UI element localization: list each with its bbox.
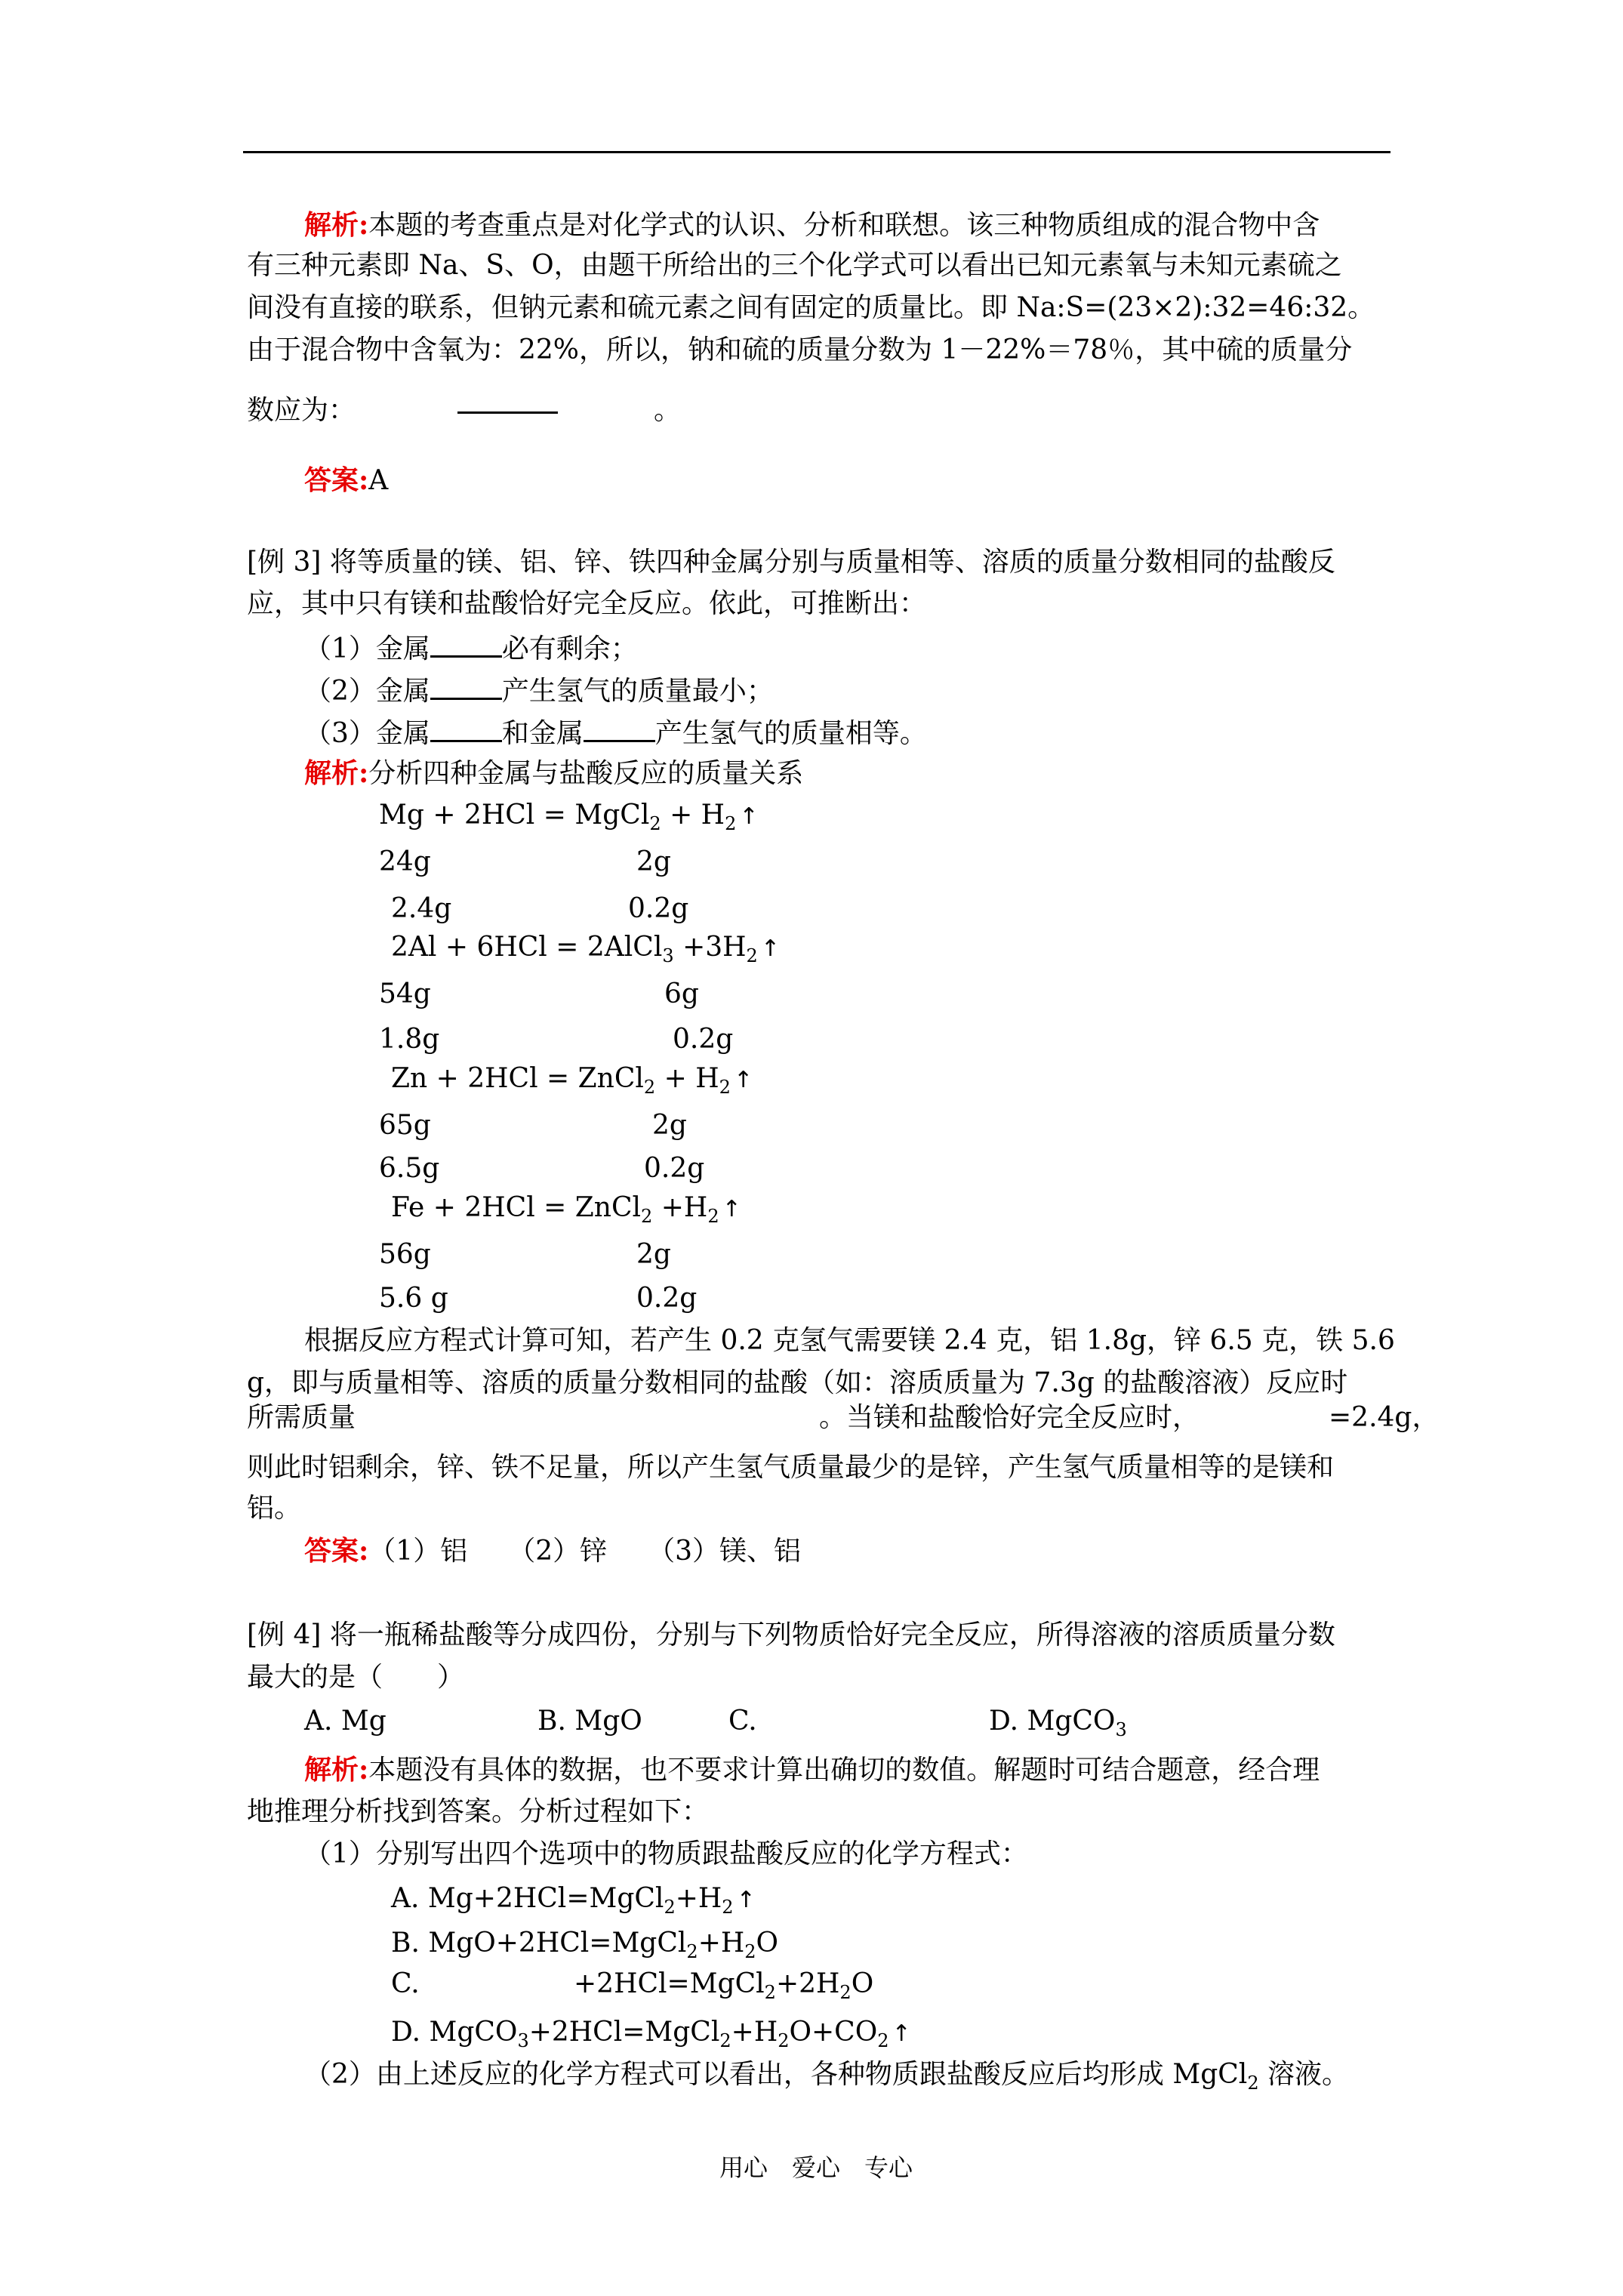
equation-al: 2Al + 6HCl = 2AlCl$_3$ $+3H_2$ ↑ bbox=[391, 932, 780, 966]
up-arrow-icon: ↑ bbox=[736, 1887, 756, 1913]
mass-value: 0.2g bbox=[628, 893, 689, 924]
answer-blank bbox=[584, 717, 655, 742]
mass-value: 6g bbox=[664, 978, 699, 1009]
text-line: （1）分别写出四个选项中的物质跟盐酸反应的化学方程式： bbox=[304, 1838, 1028, 1869]
header-rule bbox=[243, 151, 1390, 153]
text-line: （2）由上述反应的化学方程式可以看出，各种物质跟盐酸反应后均形成 MgCl$_2$ 溶液。 bbox=[304, 2059, 1350, 2094]
equation-mg: Mg + 2HCl = MgCl$_2$ + $H_2$ ↑ bbox=[379, 800, 759, 834]
reaction-d: D. $MgCO_3+2HCl=MgCl_2+H_2O+CO_2$ ↑ bbox=[391, 2017, 911, 2051]
mass-value: 0.2g bbox=[673, 1024, 734, 1055]
equation-zn: Zn + 2HCl = ZnCl$_2$ + $H_2$ ↑ bbox=[391, 1063, 753, 1098]
analysis-label: 解析: bbox=[304, 757, 369, 789]
mass-value: 2g bbox=[652, 1110, 687, 1141]
option-a: A. Mg bbox=[304, 1706, 387, 1737]
text-line: 所需质量 bbox=[247, 1402, 356, 1433]
analysis-paragraph-1: 解析:本题的考查重点是对化学式的认识、分析和联想。该三种物质组成的混合物中含 bbox=[304, 209, 1320, 241]
text-line: 数应为： bbox=[247, 395, 356, 426]
up-arrow-icon: ↑ bbox=[760, 935, 780, 962]
equation-fe: Fe + 2HCl = ZnCl$_2$ $+H_2$ ↑ bbox=[391, 1192, 741, 1227]
mass-value: 1.8g bbox=[379, 1024, 440, 1055]
answer-label: 答案: bbox=[304, 1535, 369, 1567]
example-3-title: [例 3] 将等质量的镁、铝、锌、铁四种金属分别与质量相等、溶质的质量分数相同的盐酸反 bbox=[247, 547, 1335, 578]
option-b: B. MgO bbox=[537, 1706, 642, 1737]
example-4-title: [例 4] 将一瓶稀盐酸等分成四份，分别与下列物质恰好完全反应，所得溶液的溶质质量分数 bbox=[247, 1620, 1335, 1650]
mass-value: 2g bbox=[636, 846, 671, 877]
option-d: D. MgCO$_3$ bbox=[989, 1706, 1127, 1740]
analysis-label: 解析: bbox=[304, 209, 369, 241]
mass-value: 0.2g bbox=[636, 1283, 698, 1314]
answer-blank bbox=[430, 675, 502, 700]
up-arrow-icon: ↑ bbox=[892, 2020, 911, 2047]
text-line: 应，其中只有镁和盐酸恰好完全反应。依此，可推断出： bbox=[247, 588, 927, 619]
text-line: g，即与质量相等、溶质的质量分数相同的盐酸（如：溶质质量为 7.3g 的盐酸溶液）反应时 bbox=[247, 1367, 1348, 1398]
mass-value: 54g bbox=[379, 978, 431, 1009]
answer-blank bbox=[430, 717, 502, 742]
reaction-b: B. $MgO+2HCl=MgCl_2+H_2O$ bbox=[391, 1928, 779, 1962]
mass-value: 56g bbox=[379, 1239, 431, 1270]
mass-value: 24g bbox=[379, 846, 431, 877]
text-line: 。 bbox=[654, 395, 682, 426]
question-2: （2）金属 产生氢气的质量最小； bbox=[304, 676, 774, 707]
answer-label: 答案: bbox=[304, 464, 369, 496]
up-arrow-icon: ↑ bbox=[739, 803, 759, 830]
text-line: 地推理分析找到答案。分析过程如下： bbox=[247, 1796, 710, 1827]
mass-value: 2.4g bbox=[391, 893, 452, 924]
reaction-c-equation: $+2HCl=MgCl_2+2H_2O$ bbox=[574, 1968, 874, 2003]
text-line: 根据反应方程式计算可知，若产生 0.2 克氢气需要镁 2.4 克，铝 1.8g，锌 6.5 克，铁 5.6 bbox=[304, 1325, 1395, 1356]
question-1: （1）金属 必有剩余； bbox=[304, 633, 638, 664]
text-line: 。当镁和盐酸恰好完全反应时， bbox=[819, 1402, 1200, 1433]
reaction-c: C. bbox=[391, 1968, 420, 1999]
mass-value: 5.6 g bbox=[379, 1283, 448, 1314]
up-arrow-icon: ↑ bbox=[733, 1067, 753, 1093]
answer-blank bbox=[430, 633, 502, 658]
answer-line: 答案:A bbox=[304, 464, 389, 496]
up-arrow-icon: ↑ bbox=[722, 1196, 741, 1222]
analysis-line: 解析:分析四种金属与盐酸反应的质量关系 bbox=[304, 757, 804, 789]
question-3: （3）金属 和金属 产生氢气的质量相等。 bbox=[304, 718, 927, 749]
analysis-label: 解析: bbox=[304, 1754, 369, 1786]
mass-value: 0.2g bbox=[644, 1153, 705, 1184]
page-footer: 用心 爱心 专心 bbox=[719, 2153, 913, 2182]
option-c: C. bbox=[728, 1706, 757, 1737]
text-line: 间没有直接的联系，但钠元素和硫元素之间有固定的质量比。即 Na:S=(23×2):32=46:32。 bbox=[247, 292, 1375, 323]
analysis-line: 解析:本题没有具体的数据，也不要求计算出确切的数值。解题时可结合题意，经合理 bbox=[304, 1754, 1320, 1786]
mass-value: 6.5g bbox=[379, 1153, 440, 1184]
text-line: 有三种元素即 Na、S、O，由题干所给出的三个化学式可以看出已知元素氧与未知元素硫之 bbox=[247, 250, 1342, 281]
text-line: =2.4g， bbox=[1329, 1402, 1440, 1433]
text-line: 则此时铝剩余，锌、铁不足量，所以产生氢气质量最少的是锌，产生氢气质量相等的是镁和 bbox=[247, 1452, 1335, 1483]
mass-value: 2g bbox=[636, 1239, 671, 1270]
text-line: 最大的是（ ） bbox=[247, 1662, 465, 1693]
mass-value: 65g bbox=[379, 1110, 431, 1141]
answer-line: 答案:（1）铝 （2）锌 （3）镁、铝 bbox=[304, 1535, 802, 1567]
reaction-a: A. $Mg+2HCl=MgCl_2+H_2$ ↑ bbox=[391, 1883, 756, 1918]
text-line: 铝。 bbox=[247, 1493, 302, 1524]
text-line: 由于混合物中含氧为：22%，所以，钠和硫的质量分数为 1－22%＝78％，其中硫的质量分 bbox=[247, 334, 1353, 365]
fraction-line bbox=[457, 411, 558, 414]
